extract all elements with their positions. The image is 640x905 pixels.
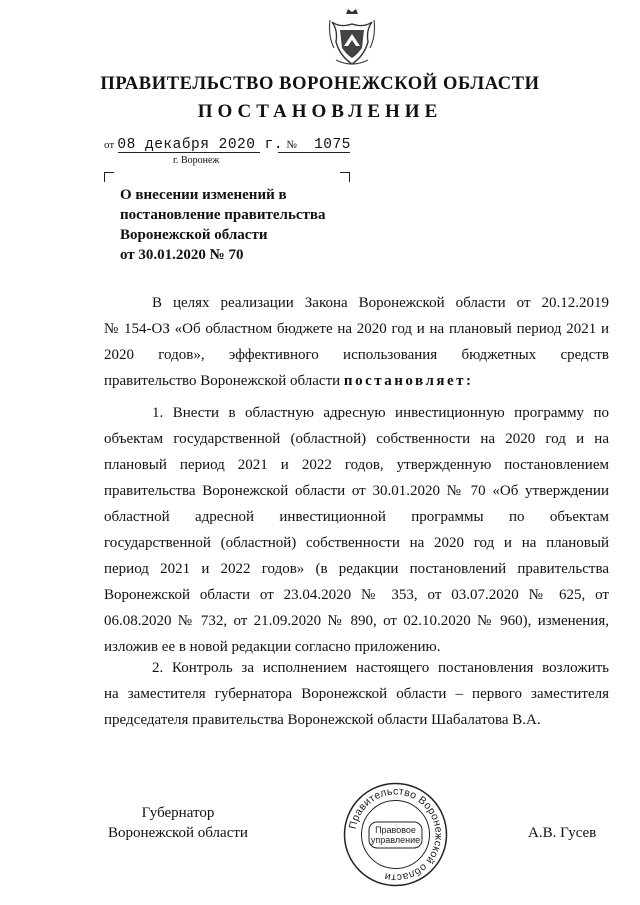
date-underline [118, 152, 260, 153]
text-line: В целях реализации Закона Воронежской области от 20.12.2019 [152, 295, 609, 311]
text-line: № 154-ОЗ «Об областном бюджете на 2020 год и на плановый период 2021 и [104, 321, 609, 337]
government-title: ПРАВИТЕЛЬСТВО ВОРОНЕЖСКОЙ ОБЛАСТИ [100, 74, 540, 94]
document-date: 08 декабря 2020 г. [117, 137, 284, 153]
text-line: государственной (областной) собственности на 2020 год и на плановый [104, 535, 609, 551]
signatory-name: А.В. Гусев [528, 825, 597, 841]
text-line: областной адресной инвестиционной программы по объектам [104, 509, 609, 525]
document-number: 1075 [314, 137, 351, 153]
text-line: объектам государственной (областной) собственности на 2020 год и на [104, 431, 609, 447]
text-line [104, 368, 609, 394]
text-line: 2. Контроль за исполнением настоящего постановления возложить [152, 660, 609, 676]
stamp-center-line: Правовое [375, 825, 416, 835]
subject-line: постановление правительства [120, 207, 326, 223]
text-line: плановый период 2021 и 2022 годов, утвержденную постановлением [104, 457, 609, 473]
number-underline [278, 152, 350, 153]
from-label: от [104, 139, 115, 151]
text-line: 06.08.2020 № 732, от 21.09.2020 № 890, от 02.10.2020 № 960), изменения, [104, 613, 609, 629]
subject-line: от 30.01.2020 № 70 [120, 247, 244, 263]
clause-1-paragraph [104, 400, 609, 660]
document-subject [120, 185, 380, 265]
subject-line: Воронежской области [120, 227, 268, 243]
text-fragment: правительство Воронежской области [104, 373, 341, 389]
coat-of-arms-emblem [326, 8, 378, 68]
signatory-position [98, 803, 258, 843]
text-line: изложив ее в новой редакции согласно приложению. [104, 639, 441, 655]
text-line: 2020 годов», эффективного использования бюджетных средств [104, 347, 609, 363]
clause-2-paragraph [104, 655, 609, 733]
stamp-center-line: управление [370, 835, 421, 845]
document-type: ПОСТАНОВЛЕНИЕ [197, 101, 443, 122]
preamble-paragraph [104, 290, 609, 394]
decree-word: постановляет: [343, 373, 474, 389]
subject-corner-right [340, 172, 350, 182]
text-line: период 2021 и 2022 годов» (в редакции постановлений правительства [104, 561, 609, 577]
text-line: 1. Внести в областную адресную инвестиционную программу по [152, 405, 609, 421]
text-line: Воронежской области от 23.04.2020 № 353, от 03.07.2020 № 625, от [104, 587, 609, 603]
city-label: г. Воронеж [173, 155, 220, 166]
text-line: на заместителя губернатора Воронежской области – первого заместителя [104, 686, 609, 702]
subject-corner-left [104, 172, 114, 182]
text-line: председателя правительства Воронежской области Шабалатова В.А. [104, 712, 541, 728]
date-number-row [104, 136, 351, 153]
subject-line: О внесении изменений в [120, 187, 287, 203]
position-line: Губернатор [141, 805, 215, 821]
position-line: Воронежской области [108, 825, 248, 841]
stamp-ring-text: Правительство Воронежской области [346, 785, 445, 884]
number-label: № [286, 139, 297, 151]
text-line: правительства Воронежской области от 30.01.2020 № 70 «Об утверждении [104, 483, 609, 499]
official-stamp [343, 782, 448, 887]
